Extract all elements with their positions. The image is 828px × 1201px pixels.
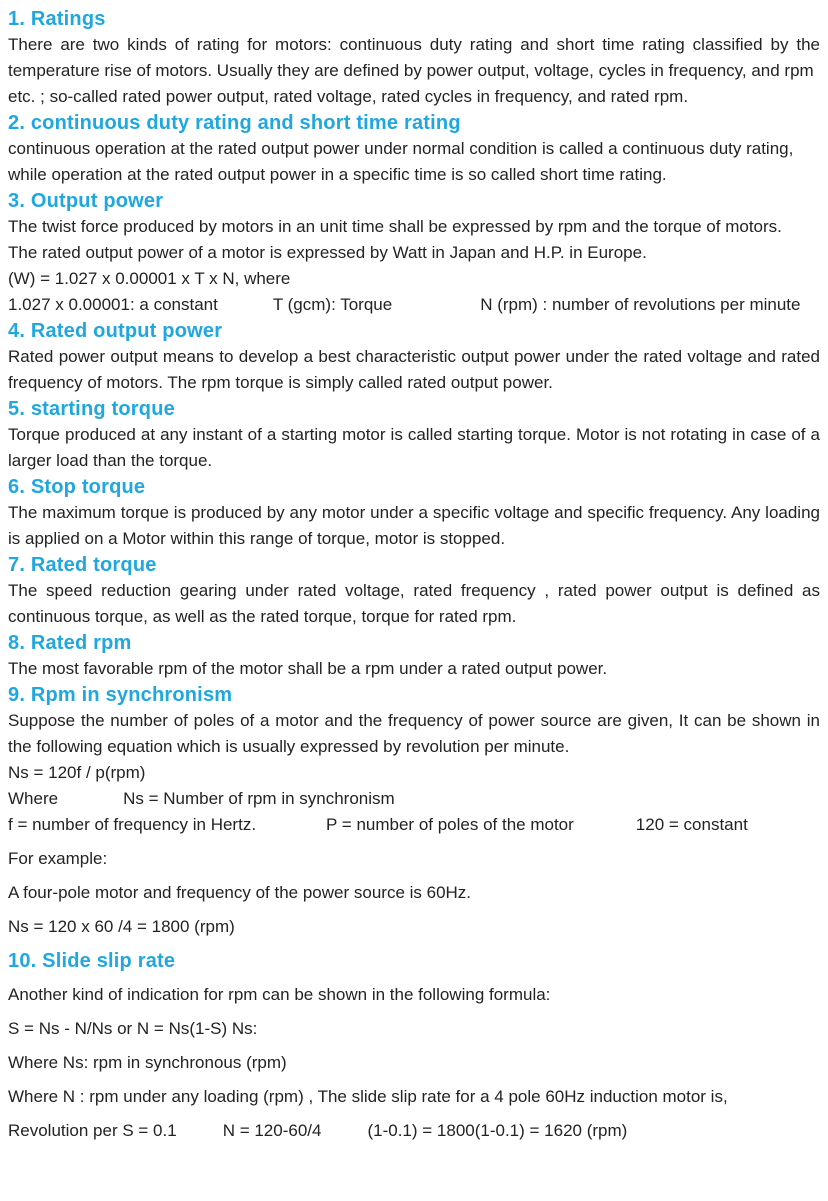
paragraph: Rated power output means to develop a best characteristic output power under the rated voltage and rated frequency of motors. The rpm torque is simply called rated output power. bbox=[8, 347, 820, 392]
section-output-power bbox=[8, 188, 820, 318]
definition-rpm: N (rpm) : number of revolutions per minute bbox=[480, 295, 801, 314]
paragraph: Suppose the number of poles of a motor and the frequency of power source are given, It can be shown in the following equation which is usually expressed by revolution per minute. bbox=[8, 711, 820, 756]
paragraph: The twist force produced by motors in an unit time shall be expressed by rpm and the torque of motors. bbox=[8, 217, 782, 236]
section-heading: 1. Ratings bbox=[8, 8, 106, 30]
section-continuous-duty-rating bbox=[8, 110, 820, 188]
paragraph: The most favorable rpm of the motor shall be a rpm under a rated output power. bbox=[8, 659, 608, 678]
calc-n: N = 120-60/4 bbox=[222, 1121, 322, 1140]
paragraph: The speed reduction gearing under rated voltage, rated frequency , rated power output is defined as continuous torque, as well as the rated torque, torque for rated rpm. bbox=[8, 581, 820, 626]
definition-constant: 120 = constant bbox=[635, 815, 748, 834]
section-ratings bbox=[8, 6, 820, 110]
paragraph: continuous operation at the rated output power under normal condition is called a continuous duty rating, bbox=[8, 139, 794, 158]
section-stop-torque bbox=[8, 474, 820, 552]
where-label: Where bbox=[8, 789, 59, 808]
section-heading: 7. Rated torque bbox=[8, 554, 157, 576]
calc-result: (1-0.1) = 1800(1-0.1) = 1620 (rpm) bbox=[367, 1121, 628, 1140]
paragraph: There are two kinds of rating for motors: continuous duty rating and short time rating classified by the temperature rise of motors. Usually they are defined by power output, voltage, cycles in frequency, and rpm bbox=[8, 35, 820, 80]
paragraph: The maximum torque is produced by any motor under a specific voltage and specific frequency. Any loading is applied on a Motor within this range of torque, motor is stopped. bbox=[8, 503, 820, 548]
paragraph: Another kind of indication for rpm can be shown in the following formula: bbox=[8, 985, 551, 1004]
section-heading: 2. continuous duty rating and short time rating bbox=[8, 112, 461, 134]
definition-row bbox=[8, 812, 820, 838]
definition-frequency: f = number of frequency in Hertz. bbox=[8, 815, 257, 834]
where-row bbox=[8, 786, 820, 812]
example-line: Ns = 120 x 60 /4 = 1800 (rpm) bbox=[8, 917, 235, 936]
section-rpm-in-synchronism bbox=[8, 682, 820, 940]
formula-line: Ns = 120f / p(rpm) bbox=[8, 763, 146, 782]
section-starting-torque bbox=[8, 396, 820, 474]
section-heading: 9. Rpm in synchronism bbox=[8, 684, 233, 706]
paragraph: Where Ns: rpm in synchronous (rpm) bbox=[8, 1053, 287, 1072]
section-slide-slip-rate bbox=[8, 948, 820, 1144]
definition-row bbox=[8, 292, 820, 318]
formula-line: S = Ns - N/Ns or N = Ns(1-S) Ns: bbox=[8, 1019, 258, 1038]
paragraph: Torque produced at any instant of a starting motor is called starting torque. Motor is not rotating in case of a larger load than the torque. bbox=[8, 425, 820, 470]
definition-constant: 1.027 x 0.00001: a constant bbox=[8, 295, 218, 314]
calculation-row bbox=[8, 1118, 820, 1144]
section-rated-rpm bbox=[8, 630, 820, 682]
where-value: Ns = Number of rpm in synchronism bbox=[123, 789, 395, 808]
example-line: A four-pole motor and frequency of the power source is 60Hz. bbox=[8, 883, 472, 902]
paragraph: while operation at the rated output power in a specific time is so called short time rating. bbox=[8, 165, 667, 184]
section-rated-torque bbox=[8, 552, 820, 630]
section-heading: 10. Slide slip rate bbox=[8, 950, 176, 972]
definition-poles: P = number of poles of the motor bbox=[326, 815, 574, 834]
section-heading: 5. starting torque bbox=[8, 398, 175, 420]
formula-line: (W) = 1.027 x 0.00001 x T x N, where bbox=[8, 269, 291, 288]
section-heading: 6. Stop torque bbox=[8, 476, 146, 498]
section-heading: 4. Rated output power bbox=[8, 320, 223, 342]
section-heading: 3. Output power bbox=[8, 190, 164, 212]
example-label: For example: bbox=[8, 849, 108, 868]
section-rated-output-power bbox=[8, 318, 820, 396]
paragraph: etc. ; so-called rated power output, rated voltage, rated cycles in frequency, and rated rpm. bbox=[8, 87, 689, 106]
section-heading: 8. Rated rpm bbox=[8, 632, 132, 654]
calc-revolution: Revolution per S = 0.1 bbox=[8, 1121, 177, 1140]
paragraph: Where N : rpm under any loading (rpm) , The slide slip rate for a 4 pole 60Hz induction motor is, bbox=[8, 1087, 728, 1106]
definition-torque: T (gcm): Torque bbox=[272, 295, 393, 314]
paragraph: The rated output power of a motor is expressed by Watt in Japan and H.P. in Europe. bbox=[8, 243, 647, 262]
